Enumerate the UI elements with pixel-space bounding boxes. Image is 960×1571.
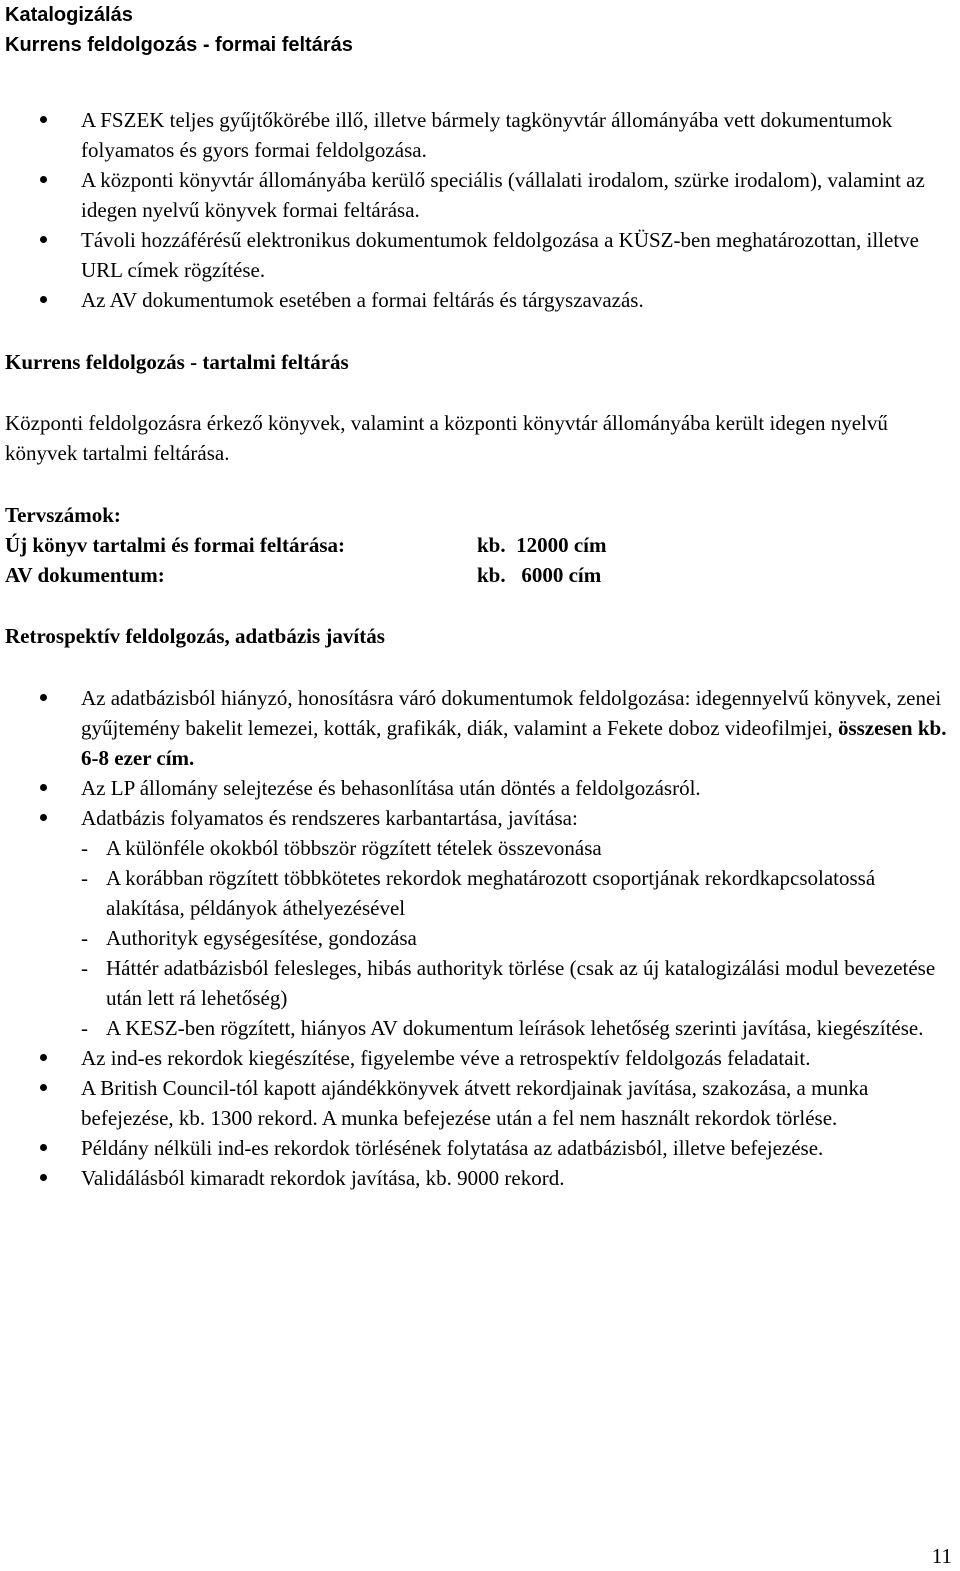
sub-list-item: - Háttér adatbázisból felesleges, hibás authorityk törlése (csak az új katalogizálási modul bevezetése után lett rá lehetőség) <box>81 953 955 1013</box>
list-item: Távoli hozzáférésű elektronikus dokumentumok feldolgozása a KÜSZ-ben meghatározottan, illetve URL címek rögzítése. <box>5 225 955 285</box>
list-item <box>5 803 955 1043</box>
list-item: Az ind-es rekordok kiegészítése, figyelembe véve a retrospektív feldolgozás feladatait. <box>5 1043 955 1073</box>
document-title: Katalogizálás <box>5 4 133 26</box>
plan-heading: Tervszámok: <box>5 503 121 527</box>
retro-list <box>5 683 955 1193</box>
plan-label: AV dokumentum: <box>5 563 165 587</box>
list-item: A központi könyvtár állományába kerülő speciális (vállalati irodalom, szürke irodalom), valamint az idegen nyelvű könyvek formai feltárása. <box>5 165 955 225</box>
list-item: A British Council-tól kapott ajándékkönyvek átvett rekordjainak javítása, szakozása, a munka befejezése, kb. 1300 rekord. A munka befejezése után a fel nem használt rekordok törlése. <box>5 1073 955 1133</box>
formal-list <box>5 105 955 315</box>
sub-list-item: - A különféle okokból többször rögzített tételek összevonása <box>81 833 955 863</box>
plan-row <box>5 560 955 590</box>
sub-list-item: - A korábban rögzített többkötetes rekordok meghatározott csoportjának rekordkapcsolatossá alakítása, példányok áthelyezésével <box>81 863 955 923</box>
plan-row <box>5 530 955 560</box>
section-heading-formal: Kurrens feldolgozás - formai feltárás <box>5 34 353 56</box>
plan-value: kb. 6000 cím <box>477 563 602 587</box>
document-page <box>5 0 955 1193</box>
content-paragraph: Központi feldolgozásra érkező könyvek, valamint a központi könyvtár állományába került idegen nyelvű könyvek tartalmi feltárása. <box>5 411 888 465</box>
list-item: A FSZEK teljes gyűjtőkörébe illő, illetve bármely tagkönyvtár állományába vett dokumentumok folyamatos és gyors formai feldolgozása. <box>5 105 955 165</box>
plan-label: Új könyv tartalmi és formai feltárása: <box>5 533 345 557</box>
list-item: Az AV dokumentumok esetében a formai feltárás és tárgyszavazás. <box>5 285 955 315</box>
section-heading-content: Kurrens feldolgozás - tartalmi feltárás <box>5 350 349 374</box>
retro-item-text: Az adatbázisból hiányzó, honosításra váró dokumentumok feldolgozása: idegennyelvű könyvek, zenei gyűjtemény bakelit lemezei, kották, grafikák, diák, valamint a Fekete doboz videofilmjei, <box>81 686 942 740</box>
section-heading-retro: Retrospektív feldolgozás, adatbázis javítás <box>5 624 385 648</box>
sub-list-item: - A KESZ-ben rögzített, hiányos AV dokumentum leírások lehetőség szerinti javítása, kiegészítése. <box>81 1013 955 1043</box>
retro-item-bold: összesen kb. 6-8 ezer cím. <box>81 716 947 770</box>
sub-list-item: - Authorityk egységesítése, gondozása <box>81 923 955 953</box>
list-item: Validálásból kimaradt rekordok javítása, kb. 9000 rekord. <box>5 1163 955 1193</box>
list-item: Az LP állomány selejtezése és behasonlítása után döntés a feldolgozásról. <box>5 773 955 803</box>
list-item: Példány nélküli ind-es rekordok törlésének folytatása az adatbázisból, illetve befejezése. <box>5 1133 955 1163</box>
plan-value: kb. 12000 cím <box>477 533 607 557</box>
page-number: 11 <box>931 1544 952 1568</box>
list-item <box>5 683 955 773</box>
retro-sub-list <box>81 833 955 1043</box>
retro-item-text: Adatbázis folyamatos és rendszeres karbantartása, javítása: <box>81 806 578 830</box>
